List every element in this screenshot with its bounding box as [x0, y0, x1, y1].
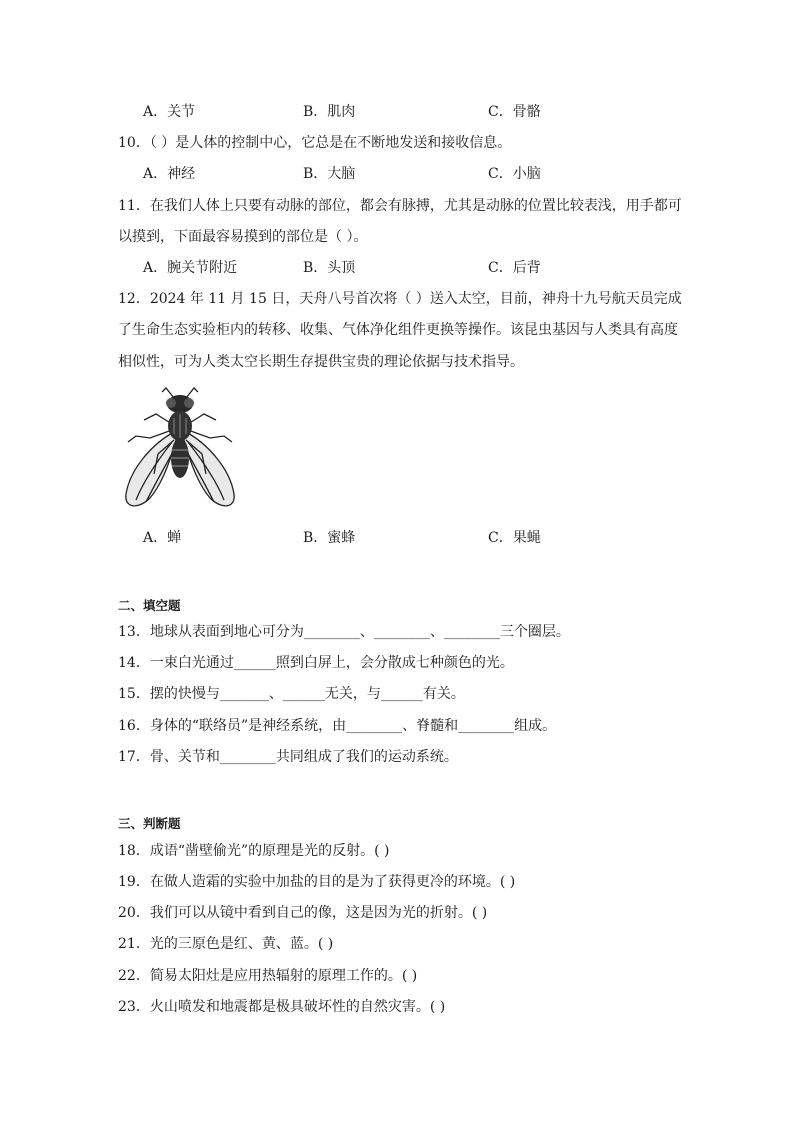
q12-text-line1: 12．2024 年 11 月 15 日，天舟八号首次将（ ）送入太空，目前，神舟十九号航天员完成 — [118, 291, 682, 307]
q11-text-line1: 11．在我们人体上只要有动脉的部位，都会有脉搏，尤其是动脉的位置比较表浅，用手都可 — [118, 198, 682, 214]
q10-option-c: C．小脑 — [488, 166, 541, 182]
q11-text-line2: 以摸到，下面最容易摸到的部位是（ ）。 — [118, 229, 368, 245]
q9-option-a: A．关节 — [143, 104, 196, 120]
q10-option-b: B．大脑 — [303, 166, 356, 182]
q12-option-c: C．果蝇 — [488, 530, 541, 546]
q13-text: 13．地球从表面到地心可分为________、________、________三个圈层。 — [118, 624, 570, 640]
q15-text: 15．摆的快慢与_______、______无关，与______有关。 — [118, 686, 465, 702]
q18-text: 18．成语“凿壁偷光”的原理是光的反射。( ) — [118, 843, 390, 859]
q23-text: 23．火山喷发和地震都是极具破坏性的自然灾害。( ) — [118, 999, 446, 1015]
section-judgment-title: 三、判断题 — [118, 816, 181, 831]
q14-text: 14．一束白光通过______照到白屏上，会分散成七种颜色的光。 — [118, 655, 514, 671]
q21-text: 21．光的三原色是红、黄、蓝。( ) — [118, 936, 334, 952]
q20-text: 20．我们可以从镜中看到自己的像，这是因为光的折射。( ) — [118, 905, 488, 921]
q11-option-b: B．头顶 — [303, 260, 356, 276]
q12-option-b: B．蜜蜂 — [303, 530, 356, 546]
q10-text: 10．（ ）是人体的控制中心，它总是在不断地发送和接收信息。 — [118, 135, 512, 151]
q19-text: 19．在做人造霜的实验中加盐的目的是为了获得更冷的环境。( ) — [118, 874, 516, 890]
q17-text: 17．骨、关节和________共同组成了我们的运动系统。 — [118, 749, 458, 765]
fly-icon — [122, 384, 238, 512]
q12-option-a: A．蝉 — [143, 530, 182, 546]
q16-text: 16．身体的“联络员”是神经系统，由________、脊髓和________组成。 — [118, 718, 557, 734]
section-fill-blank-title: 二、填空题 — [118, 598, 181, 613]
q11-option-c: C．后背 — [488, 260, 541, 276]
q22-text: 22．简易太阳灶是应用热辐射的原理工作的。( ) — [118, 968, 418, 984]
q12-text-line3: 相似性，可为人类太空长期生存提供宝贵的理论依据与技术指导。 — [118, 354, 524, 370]
q9-option-b: B．肌肉 — [303, 104, 356, 120]
q9-option-c: C．骨骼 — [488, 104, 541, 120]
q12-text-line2: 了生命生态实验柜内的转移、收集、气体净化组件更换等操作。该昆虫基因与人类具有高度 — [118, 322, 678, 338]
q11-option-a: A．腕关节附近 — [143, 260, 238, 276]
q10-option-a: A．神经 — [143, 166, 196, 182]
